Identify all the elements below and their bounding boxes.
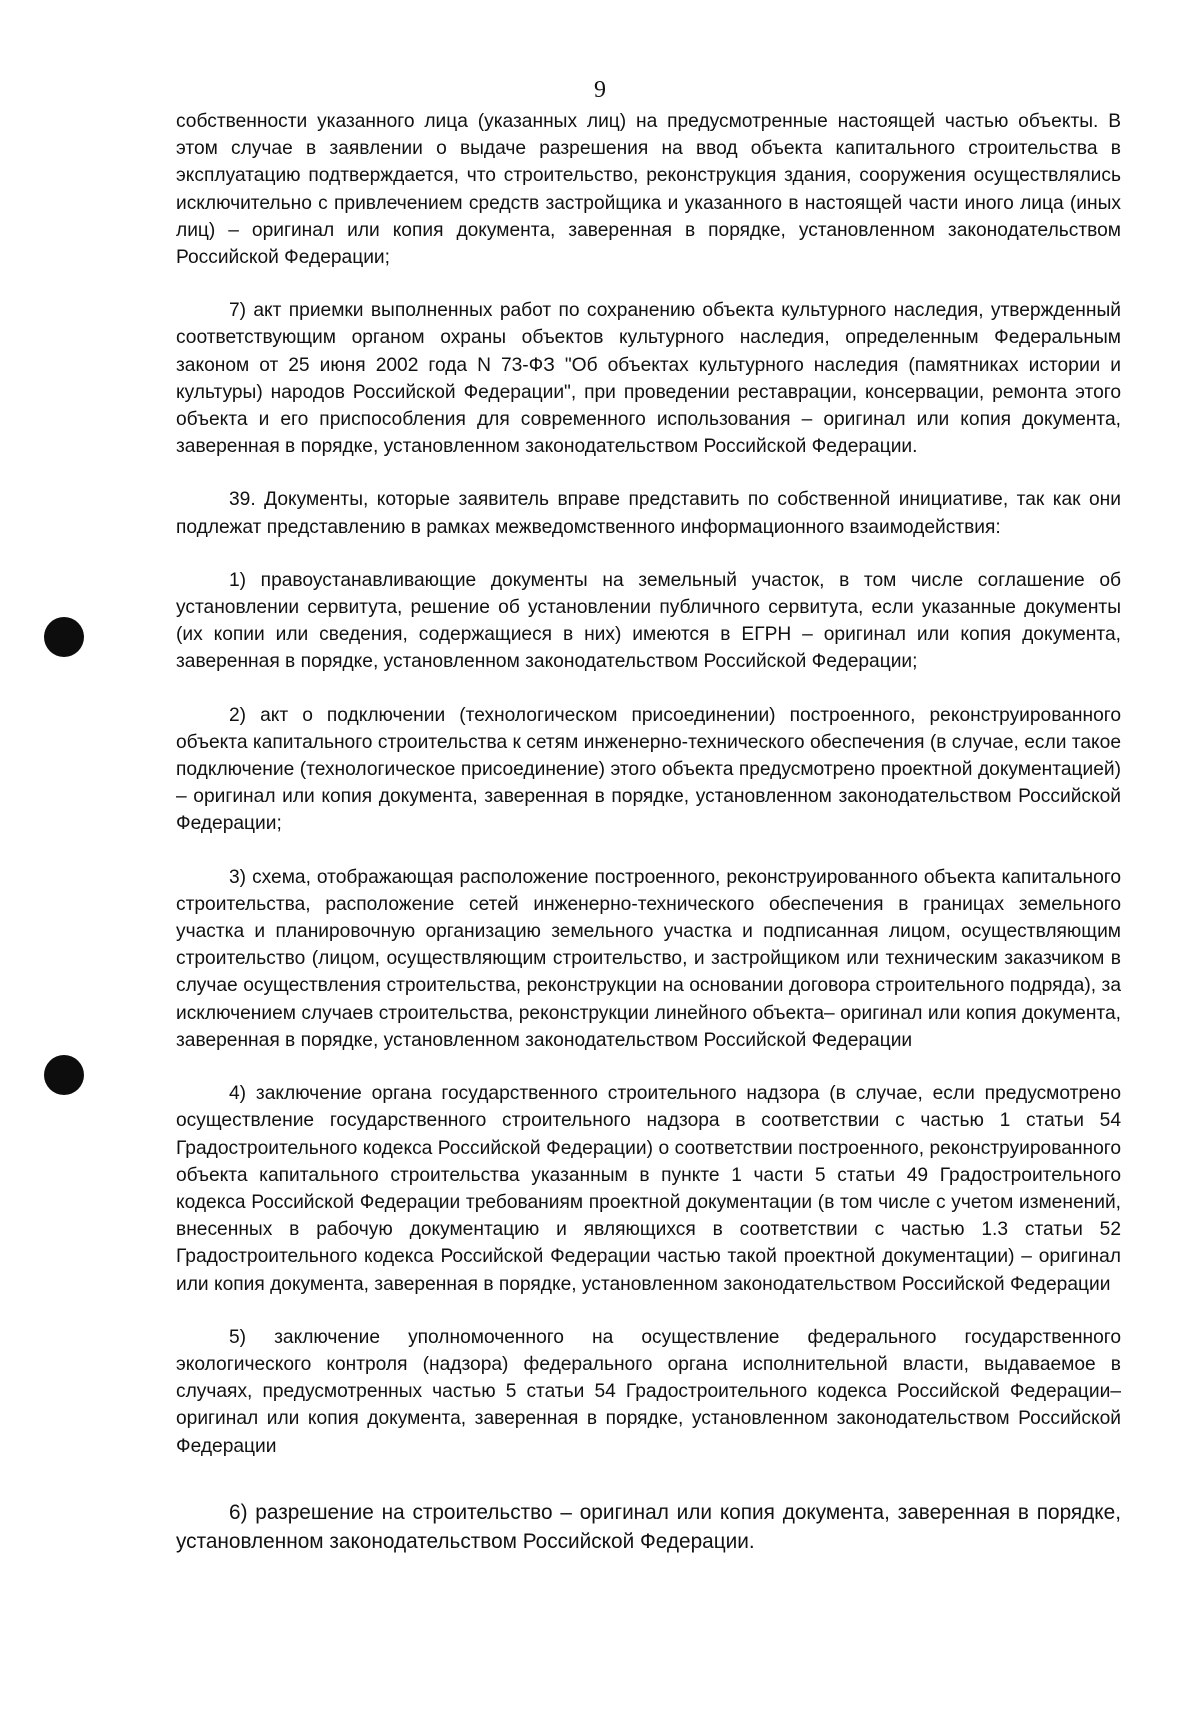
punch-hole-lower (44, 1055, 84, 1095)
paragraph-continuation: собственности указанного лица (указанных лиц) на предусмотренные настоящей частью объекты. В этом случае в заявлении о выдаче разрешения на ввод объекта капитального строительства в эксплуатацию подтверждается, что строительство, реконструкция здания, сооружения осуществлялись исключительно с привлечением средств застройщика и указанного в настоящей части иного лица (иных лиц) – оригинал или копия документа, заверенная в порядке, установленном законодательством Российской Федерации; (176, 111, 1121, 269)
paragraph-section-39: 39. Документы, которые заявитель вправе представить по собственной инициативе, так как они подлежат представлению в рамках межведомственного информационного взаимодействия: (176, 489, 1121, 538)
paragraph-item-3: 3) схема, отображающая расположение построенного, реконструированного объекта капитального строительства, расположение сетей инженерно-технического обеспечения в границах земельного участка и планировочную организацию земельного участка и подписанная лицом, осуществляющим строительство (лицом, осуществляющим строительство, и застройщиком или техническим заказчиком в случае осуществления строительства, реконструкции на основании договора строительного подряда), за исключением случаев строительства, реконструкции линейного объекта– оригинал или копия документа, заверенная в порядке, установленном законодательством Российской Федерации (176, 866, 1121, 1051)
punch-hole-upper (44, 617, 84, 657)
page-number: 9 (594, 77, 606, 103)
paragraph-item-4: 4) заключение органа государственного строительного надзора (в случае, если предусмотрено осуществление государственного строительного надзора в соответствии с частью 1 статьи 54 Градостроительного кодекса Российской Федерации) о соответствии построенного, реконструированного объекта капитального строительства указанным в пункте 1 части 5 статьи 49 Градостроительного кодекса Российской Федерации требованиям проектной документации (в том числе с учетом изменений, внесенных в рабочую документацию и являющихся в соответствии с частью 1.3 статьи 52 Градостроительного кодекса Российской Федерации частью такой проектной документации) – оригинал или копия документа, заверенная в порядке, установленном законодательством Российской Федерации (176, 1083, 1121, 1295)
paragraph-item-6: 6) разрешение на строительство – оригинал или копия документа, заверенная в порядке, установленном законодательством Российской Федерации. (176, 1500, 1121, 1554)
document-body (176, 108, 1121, 1583)
paragraph-item-5: 5) заключение уполномоченного на осуществление федерального государственного экологического контроля (надзора) федерального органа исполнительной власти, выдаваемое в случаях, предусмотренных частью 5 статьи 54 Градостроительного кодекса Российской Федерации– оригинал или копия документа, заверенная в порядке, установленном законодательством Российской Федерации (176, 1326, 1121, 1457)
paragraph-item-1: 1) правоустанавливающие документы на земельный участок, в том числе соглашение об установлении сервитута, решение об установлении публичного сервитута, если указанные документы (их копии или сведения, содержащиеся в них) имеются в ЕГРН – оригинал или копия документа, заверенная в порядке, установленном законодательством Российской Федерации; (176, 569, 1121, 673)
paragraph-item-7: 7) акт приемки выполненных работ по сохранению объекта культурного наследия, утвержденный соответствующим органом охраны объектов культурного наследия, определенным Федеральным законом от 25 июня 2002 года N 73-ФЗ "Об объектах культурного наследия (памятниках истории и культуры) народов Российской Федерации", при проведении реставрации, консервации, ремонта этого объекта и его приспособления для современного использования – оригинал или копия документа, заверенная в порядке, установленном законодательством Российской Федерации. (176, 300, 1121, 458)
paragraph-item-2: 2) акт о подключении (технологическом присоединении) построенного, реконструированного объекта капитального строительства к сетям инженерно-технического обеспечения (в случае, если такое подключение (технологическое присоединение) этого объекта предусмотрено проектной документацией) – оригинал или копия документа, заверенная в порядке, установленном законодательством Российской Федерации; (176, 704, 1121, 835)
